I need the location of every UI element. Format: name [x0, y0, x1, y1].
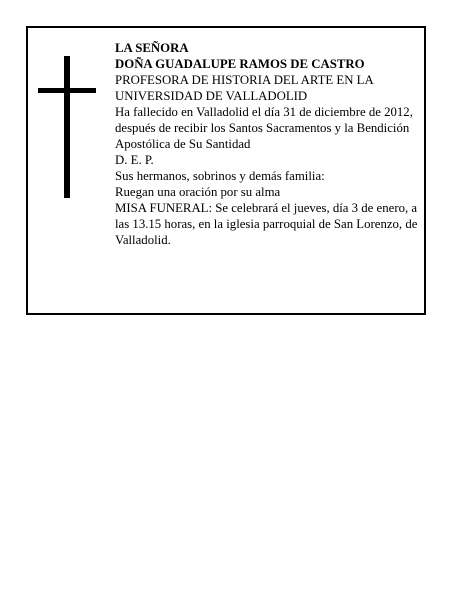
position-line: PROFESORA DE HISTORIA DEL ARTE EN LA UNIVERSIDAD DE VALLADOLID	[115, 73, 374, 103]
cross-vertical-bar	[64, 56, 70, 198]
deceased-name: DOÑA GUADALUPE RAMOS DE CASTRO	[115, 57, 365, 71]
obituary-notice	[26, 26, 426, 315]
obituary-text	[115, 40, 420, 248]
cross-horizontal-bar	[38, 88, 96, 93]
title-line: LA SEÑORA	[115, 41, 189, 55]
funeral-mass-details: MISA FUNERAL: Se celebrará el jueves, día 3 de enero, a las 13.15 horas, en la iglesia parroquial de San Lorenzo, de Valladolid.	[115, 201, 418, 247]
prayer-line: Ruegan una oración por su alma	[115, 185, 281, 199]
cross-icon	[38, 56, 98, 198]
family-line: Sus hermanos, sobrinos y demás familia:	[115, 169, 325, 183]
death-announcement: Ha fallecido en Valladolid el día 31 de diciembre de 2012, después de recibir los Santos Sacramentos y la Bendición Apostólica de Su Santidad	[115, 105, 413, 151]
rip-line: D. E. P.	[115, 153, 154, 167]
